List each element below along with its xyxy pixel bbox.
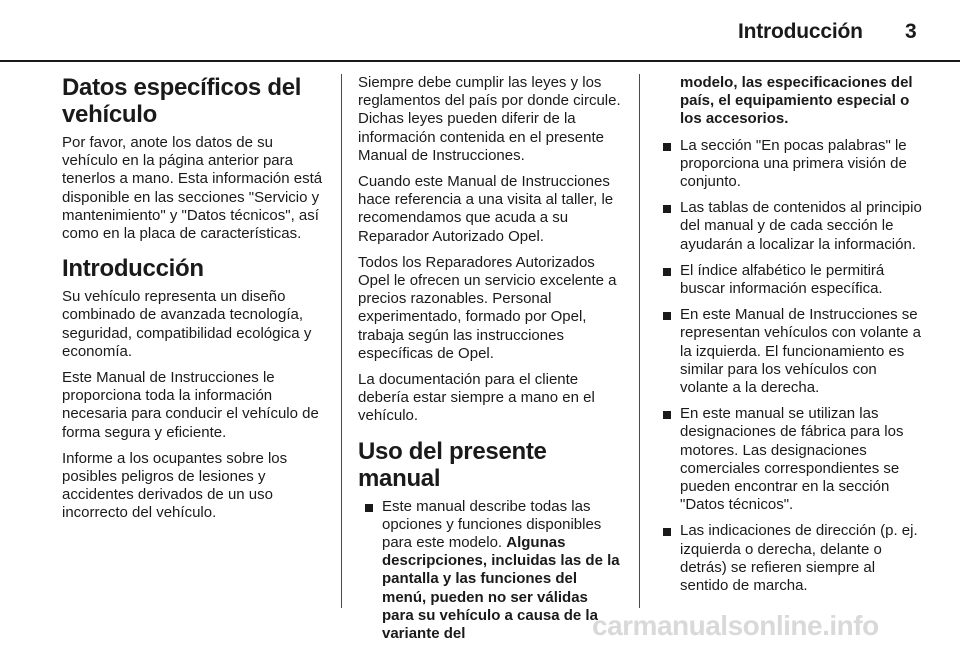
bullet-text: El índice alfabético le permitirá buscar información específica. [680, 261, 885, 298]
bullet-square-icon [663, 528, 671, 536]
bullet-text: Este manual describe todas las opciones y funciones disponibles para este modelo. [382, 497, 602, 552]
bullet-text: La sección "En pocas palabras" le proporciona una primera visión de conjunto. [680, 136, 907, 191]
watermark: carmanualsonline.info [592, 610, 879, 641]
paragraph: Informe a los ocupantes sobre los posibles peligros de lesiones y accidentes derivados de un uso incorrecto del vehículo. [62, 449, 288, 522]
list-item [656, 405, 922, 514]
header-rule [0, 60, 960, 62]
column-3 [656, 74, 922, 603]
bullet-square-icon [365, 504, 373, 512]
paragraph: Todos los Reparadores Autorizados Opel le ofrecen un servicio excelente a precios razonables. Personal experimentado, formado por Opel, trabaja según las instrucciones específicas de Opel. [358, 253, 617, 362]
bullet-list [656, 137, 922, 596]
bullet-square-icon [663, 205, 671, 213]
paragraph: Por favor, anote los datos de su vehículo en la página anterior para tenerlos a mano. Esta información está disponible en las secciones "Servicio y mantenimiento" y "Datos técnicos", así como en la placa de características. [62, 134, 323, 243]
bullet-square-icon [663, 312, 671, 320]
column-divider [639, 74, 640, 608]
paragraph: Su vehículo representa un diseño combinado de avanzada tecnología, seguridad, compatibilidad ecológica y economía. [62, 288, 312, 360]
paragraph: Este Manual de Instrucciones le proporciona toda la información necesaria para conducir el vehículo de forma segura y eficiente. [62, 369, 319, 441]
bullet-text: Las tablas de contenidos al principio del manual y de cada sección le ayudarán a localizar la información. [680, 199, 922, 253]
bullet-text: En este Manual de Instrucciones se representan vehículos con volante a la izquierda. El funcionamiento es similar para los vehículos con volante a la derecha. [680, 306, 921, 397]
column-2 [358, 74, 622, 651]
bold-continuation: modelo, las especificaciones del país, el equipamiento especial o los accesorios. [680, 74, 913, 128]
bullet-bold-text: Algunas descripciones, incluidas las de la pantalla y las funciones del menú, pueden no ser válidas para su vehículo a causa de la variante del [382, 534, 620, 643]
paragraph: Cuando este Manual de Instrucciones hace referencia a una visita al taller, le recomendamos que acuda a su Reparador Autorizado Opel. [358, 173, 614, 245]
heading-datos: Datos específicos del vehículo [62, 74, 302, 128]
column-1 [62, 74, 324, 531]
heading-introduccion: Introducción [62, 255, 204, 283]
list-item [656, 262, 922, 298]
page-header [0, 0, 960, 62]
list-item [656, 199, 922, 254]
list-item [656, 137, 922, 192]
list-item [358, 498, 622, 644]
bullet-list [358, 498, 622, 644]
header-title: Introducción [738, 20, 863, 43]
paragraph: La documentación para el cliente debería estar siempre a mano en el vehículo. [358, 371, 595, 425]
heading-uso-manual: Uso del presente manual [358, 437, 547, 492]
bullet-square-icon [663, 411, 671, 419]
bullet-square-icon [663, 143, 671, 151]
page-number: 3 [905, 20, 917, 43]
bullet-text: Las indicaciones de dirección (p. ej. izquierda o derecha, delante o detrás) se refieren siempre al sentido de marcha. [680, 522, 918, 595]
list-item [656, 306, 922, 397]
bullet-square-icon [663, 268, 671, 276]
bullet-text: En este manual se utilizan las designaciones de fábrica para los motores. Las designaciones comerciales correspondientes se pueden encontrar en la sección "Datos técnicos". [680, 405, 904, 514]
column-divider [341, 74, 342, 608]
list-item [656, 522, 922, 595]
paragraph: Siempre debe cumplir las leyes y los reglamentos del país por donde circule. Dichas leyes pueden diferir de la información contenida en el presente Manual de Instrucciones. [358, 74, 621, 164]
